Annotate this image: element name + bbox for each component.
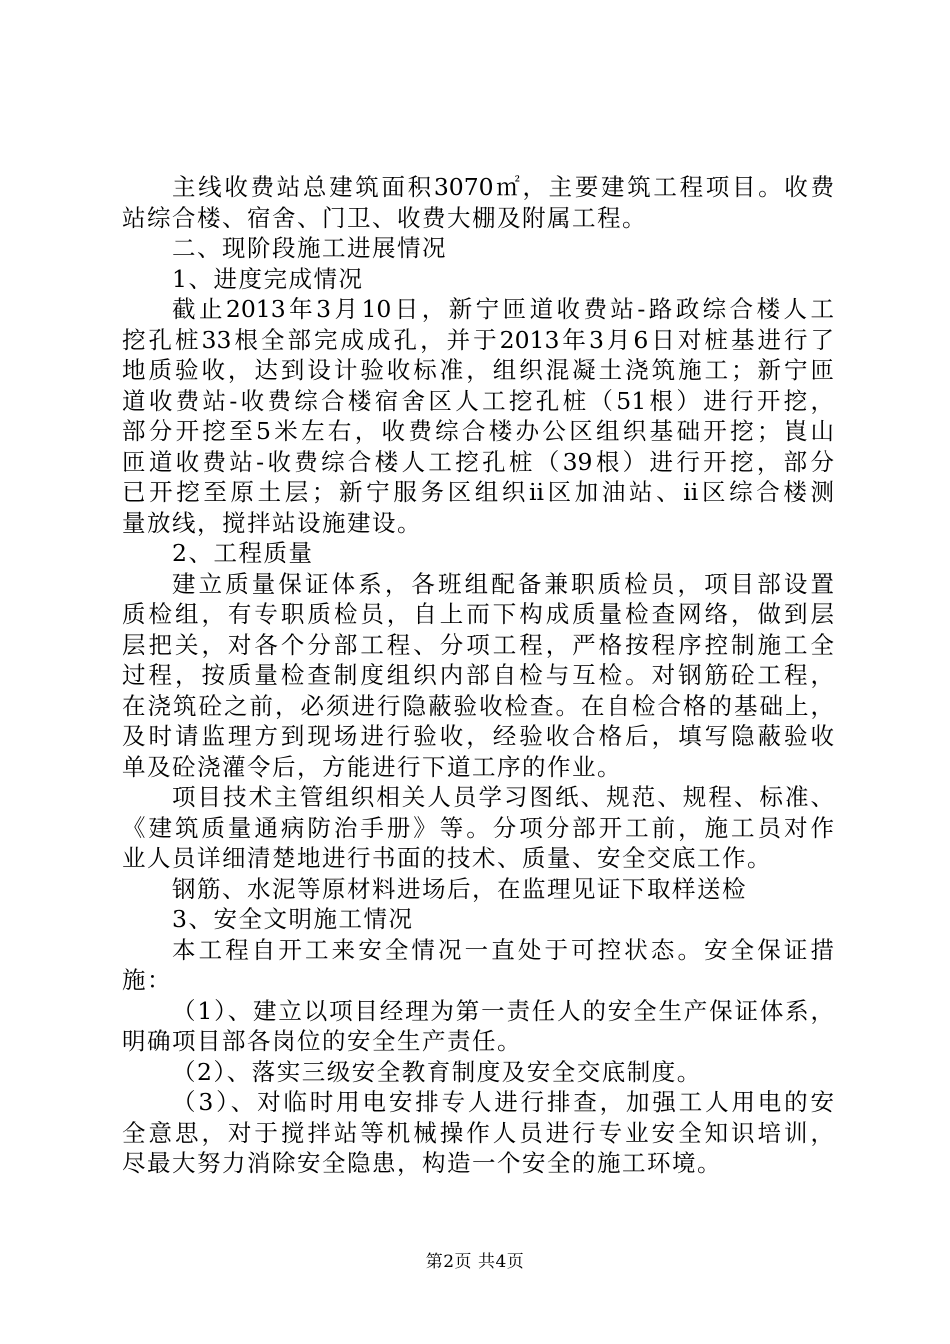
text-line: 质检组，有专职质检员，自上而下构成质量检查网络，做到层 <box>122 600 834 628</box>
text-line: 站综合楼、宿舍、门卫、收费大棚及附属工程。 <box>122 203 647 232</box>
text-line: 《建筑质量通病防治手册》等。分项分部开工前，施工员对作 <box>122 813 834 842</box>
text-line: 1、进度完成情况 <box>172 264 364 293</box>
text-line: 截止2013年3月10日，新宁匝道收费站-路政综合楼人工 <box>172 295 834 323</box>
text-line: 全意思，对于搅拌站等机械操作人员进行专业安全知识培训， <box>122 1118 834 1147</box>
text-line: 钢筋、水泥等原材料进场后，在监理见证下取样送检 <box>172 874 747 903</box>
text-line: （1）、建立以项目经理为第一责任人的安全生产保证体系， <box>172 996 834 1025</box>
text-line: 道收费站-收费综合楼宿舍区人工挖孔桩（51根）进行开挖， <box>122 386 834 415</box>
text-line: 本工程自开工来安全情况一直处于可控状态。安全保证措 <box>172 935 834 964</box>
document-body <box>122 172 834 1179</box>
text-line: 挖孔桩33根全部完成成孔，并于2013年3月6日对桩基进行了 <box>122 325 834 354</box>
text-line: 业人员详细清楚地进行书面的技术、质量、安全交底工作。 <box>122 844 772 872</box>
text-line: 在浇筑砼之前，必须进行隐蔽验收检查。在自检合格的基础上， <box>122 691 834 720</box>
text-line: 过程，按质量检查制度组织内部自检与互检。对钢筋砼工程， <box>122 661 834 689</box>
text-line: 及时请监理方到现场进行验收，经验收合格后，填写隐蔽验收 <box>122 722 834 750</box>
text-line: （2）、落实三级安全教育制度及安全交底制度。 <box>172 1057 702 1086</box>
text-line: 匝道收费站-收费综合楼人工挖孔桩（39根）进行开挖，部分 <box>122 447 834 476</box>
text-line: 明确项目部各岗位的安全生产责任。 <box>122 1027 522 1055</box>
text-line: 项目技术主管组织相关人员学习图纸、规范、规程、标准、 <box>172 783 834 811</box>
text-line: 地质验收，达到设计验收标准，组织混凝土浇筑施工；新宁匝 <box>122 356 834 384</box>
text-line: 施： <box>122 966 172 994</box>
text-line: 部分开挖至5米左右，收费综合楼办公区组织基础开挖；崀山 <box>122 417 834 445</box>
text-line: 层把关，对各个分部工程、分项工程，严格按程序控制施工全 <box>122 630 834 659</box>
text-line: 量放线，搅拌站设施建设。 <box>122 508 422 537</box>
text-line: 3、安全文明施工情况 <box>172 905 414 933</box>
text-line: 尽最大努力消除安全隐患，构造一个安全的施工环境。 <box>122 1149 722 1177</box>
text-line: 主线收费站总建筑面积3070㎡，主要建筑工程项目。收费 <box>172 173 834 201</box>
text-line: 2、工程质量 <box>172 539 314 567</box>
page-footer: 第2页 共4页 <box>425 1252 525 1272</box>
text-line: 单及砼浇灌令后，方能进行下道工序的作业。 <box>122 752 622 781</box>
text-line: （3）、对临时用电安排专人进行排查，加强工人用电的安 <box>172 1088 834 1116</box>
text-line: 二、现阶段施工进展情况 <box>172 234 447 262</box>
text-line: 已开挖至原土层；新宁服务区组织ii区加油站、ii区综合楼测 <box>122 478 834 506</box>
text-line: 建立质量保证体系，各班组配备兼职质检员，项目部设置 <box>172 569 834 598</box>
